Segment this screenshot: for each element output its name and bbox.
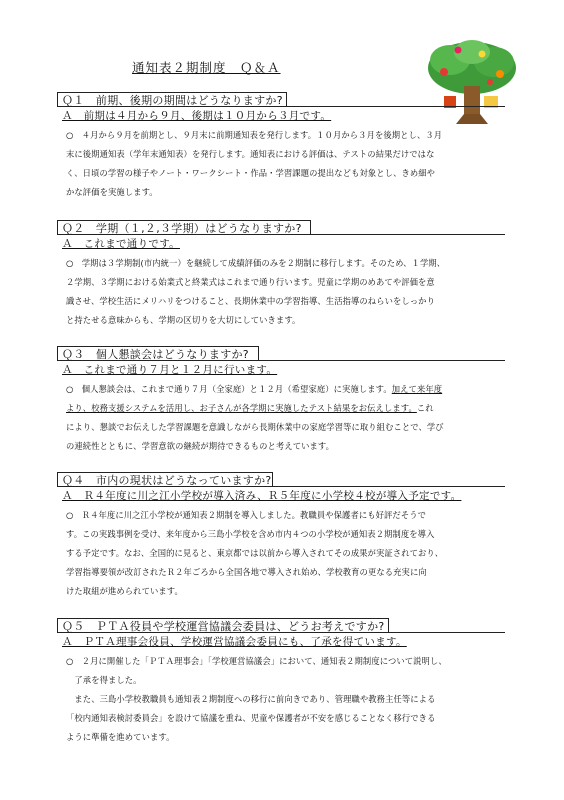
body-line: により、懇談でお伝えした学習課題を意識しながら長期休業中の家庭学習等に取り組むことで、学び (66, 422, 444, 432)
body-line: く、日頃の学習の様子やノート・ワークシート・作品・学習課題の提出なども対象とし、きめ細や (66, 168, 436, 178)
body-2 (66, 254, 506, 330)
body-line: 「校内通知表検討委員会」を設けて協議を重ね、児童や保護者が不安を感じることなく移行できる (66, 713, 436, 723)
body-line: 識させ、学校生活にメリハリをつけること、長期休業中の学習指導、生活指導のねらいをしっかり (66, 296, 435, 306)
body-line: 学習指導要領が改訂されたＲ２年ごろから全国各地で導入され始め、学校教育の更なる充実に向 (66, 567, 427, 577)
question-1: Ｑ１ 前期、後期の期間はどうなりますか? (62, 94, 283, 107)
answer-2: Ａ これまで通りです。 (62, 238, 180, 250)
body-4 (66, 506, 506, 601)
question-4: Ｑ４ 市内の現状はどうなっていますか? (62, 474, 272, 487)
body-line: 末に後期通知表（学年末通知表）を発行します。通知表における評価は、テストの結果だけではな (66, 149, 435, 159)
body-line: けた取組が進められています。 (66, 586, 183, 596)
body-line: の連続性とともに、学習意欲の継続が期待できるものと考えています。 (66, 441, 335, 451)
body-1 (66, 126, 506, 202)
body-line: ○ ４月から９月を前期とし、９月末に前期通知表を発行します。１０月から３月を後期とし、３月 (66, 130, 443, 140)
body-line: 了承を得ました。 (66, 675, 142, 685)
question-5: Ｑ５ ＰＴＡ役員や学校運営協議会委員は、どうお考えですか? (62, 620, 385, 633)
page-title: 通知表２期制度 Ｑ＆Ａ (132, 60, 281, 75)
divider (57, 486, 505, 487)
body-5 (66, 652, 506, 747)
body-line: と持たせる意味からも、学期の区切りを大切にしていきます。 (66, 315, 301, 325)
body-line: ように準備を進めています。 (66, 732, 175, 742)
body-line: ○ 個人懇談会は、これまで通り７月（全家庭）と１２月（希望家庭）に実施します。加えて来年度 (66, 384, 443, 394)
body-line: ○ Ｒ４年度に川之江小学校が通知表２期制を導入しました。教職員や保護者にも好評だそうで (66, 510, 427, 520)
answer-5: Ａ ＰＴＡ理事会役員、学校運営協議会委員にも、了承を得ています。 (62, 636, 407, 648)
question-2: Ｑ２ 学期（１,２,３学期）はどうなりますか? (62, 222, 302, 235)
question-3: Ｑ３ 個人懇談会はどうなりますか? (62, 348, 249, 361)
answer-3: Ａ これまで通り７月と１２月に行います。 (62, 364, 278, 376)
body-line: ２学期、３学期における始業式と終業式はこれまで通り行います。児童に学期のめあてや評価を意 (66, 277, 435, 287)
body-line: また、三島小学校教職員も通知表２期制度への移行に前向きであり、管理職や教務主任等による (66, 694, 436, 704)
divider (57, 632, 505, 633)
answer-1: Ａ 前期は４月から９月、後期は１０月から３月です。 (62, 110, 332, 122)
divider (57, 234, 505, 235)
body-line: する予定です。なお、全国的に見ると、東京都では以前から導入されてその成果が実証されており、 (66, 548, 444, 558)
body-line: ○ ２月に開催した「ＰＴＡ理事会」「学校運営協議会」において、通知表２期制度について説明し、 (66, 656, 447, 666)
tree-illustration-icon (420, 38, 524, 128)
body-line: かな評価を実施します。 (66, 187, 158, 197)
answer-4: Ａ Ｒ４年度に川之江小学校が導入済み、Ｒ５年度に小学校４校が導入予定です。 (62, 490, 462, 502)
divider (57, 360, 505, 361)
body-3 (66, 380, 506, 456)
divider (57, 106, 505, 107)
body-line: ○ 学期は３学期制(市内統一）を継続して成績評価のみを２期制に移行します。そのため、１学期、 (66, 258, 446, 268)
body-line: す。この実践事例を受け、来年度から三島小学校を含め市内４つの小学校が通知表２期制度を導入 (66, 529, 435, 539)
body-line: より、校務支援システムを活用し、お子さんが各学期に実施したテスト結果をお伝えします。これ (66, 403, 434, 413)
